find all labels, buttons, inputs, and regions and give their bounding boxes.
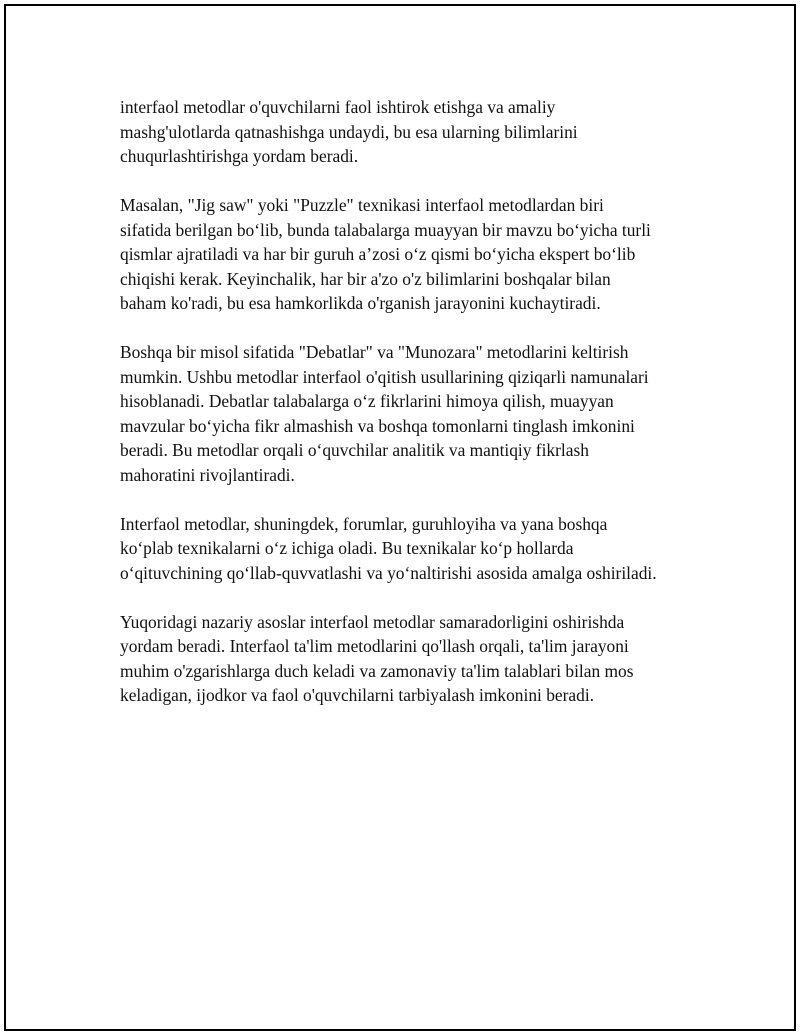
document-page xyxy=(4,4,796,1031)
paragraph-5: Yuqoridagi nazariy asoslar interfaol metodlar samaradorligini oshirishda yordam beradi. Interfaol ta'lim metodlarini qo'llash orqali, ta'lim jarayoni muhim o'zgarishlarga duch keladi va zamonaviy ta'lim talablari bilan mos keladigan, ijodkor va faol o'quvchilarni tarbiyalash imkonini beradi. xyxy=(120,611,634,705)
paragraph-1: interfaol metodlar o'quvchilarni faol ishtirok etishga va amaliy mashg'ulotlarda qatnashishga undaydi, bu esa ularning bilimlarini chuqurlashtirishga yordam beradi. xyxy=(120,97,578,166)
paragraph-2: Masalan, "Jig saw" yoki "Puzzle" texnikasi interfaol metodlardan biri sifatida berilgan bo‘lib, bunda talabalarga muayyan bir mavzu bo‘yicha turli qismlar ajratiladi va har bir guruh a’zosi o‘z qismi bo‘yicha ekspert bo‘lib chiqishi kerak. Keyinchalik, har bir a'zo o'z bilimlarini boshqalar bilan baham ko'radi, bu esa hamkorlikda o'rganish jarayonini kuchaytiradi. xyxy=(120,195,651,313)
document-body xyxy=(120,95,720,732)
paragraph-3: Boshqa bir misol sifatida "Debatlar" va "Munozara" metodlarini keltirish mumkin. Ushbu metodlar interfaol o'qitish usullarining qiziqarli namunalari hisoblanadi. Debatlar talabalarga o‘z fikrlarini himoya qilish, muayyan mavzular bo‘yicha fikr almashish va boshqa tomonlarni tinglash imkonini beradi. Bu metodlar orqali o‘quvchilar analitik va mantiqiy fikrlash mahoratini rivojlantiradi. xyxy=(120,342,649,485)
paragraph-4: Interfaol metodlar, shuningdek, forumlar, guruhloyiha va yana boshqa ko‘plab texnikalarni o‘z ichiga oladi. Bu texnikalar ko‘p hollarda o‘qituvchining qo‘llab-quvvatlashi va yo‘naltirishi asosida amalga oshiriladi. xyxy=(120,513,657,583)
